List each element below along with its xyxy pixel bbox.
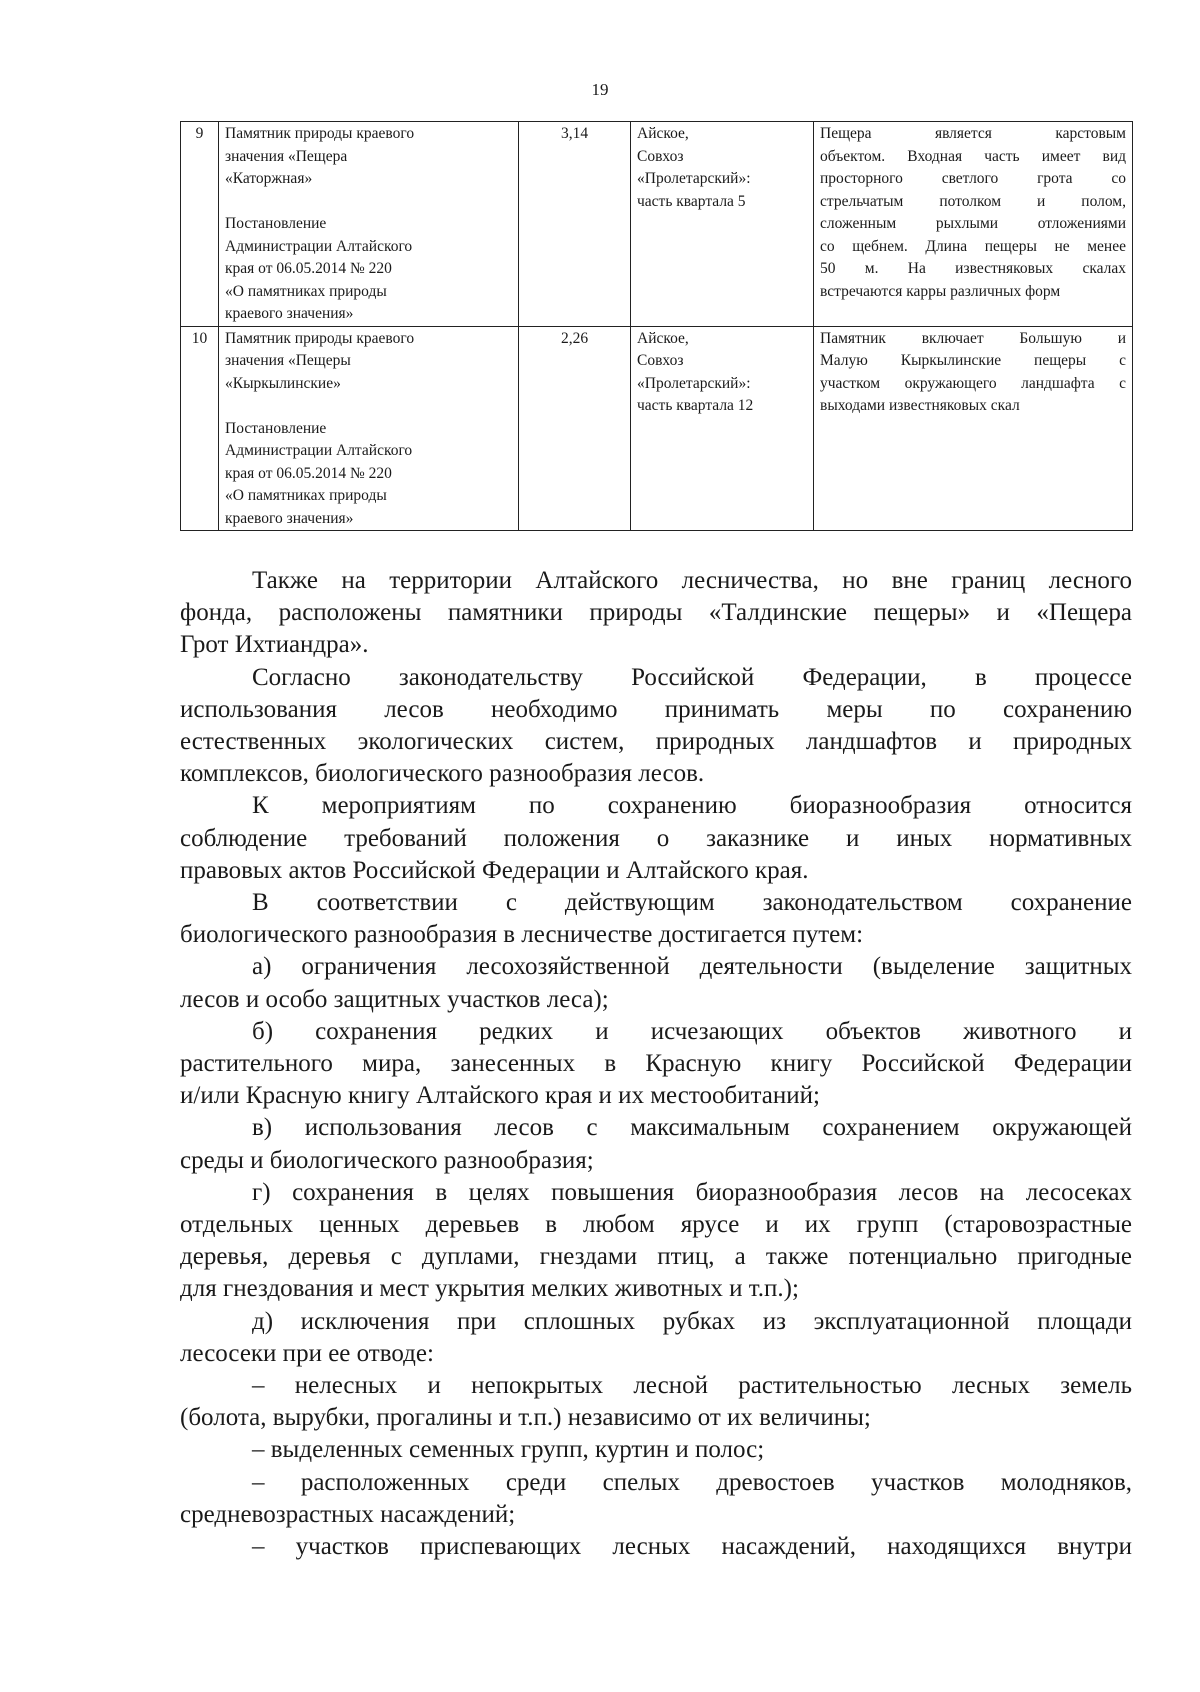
monument-name-line: значения «Пещера: [225, 147, 348, 165]
monument-name-line: значения «Пещеры: [225, 352, 351, 369]
paragraph-line: средневозрастных насаждений;: [180, 1500, 516, 1528]
paragraph: [180, 1370, 1132, 1434]
paragraph-line: – нелесных и непокрытых лесной растительностью лесных земель: [252, 1372, 1132, 1400]
paragraph-line: среды и биологического разнообразия;: [180, 1146, 594, 1174]
paragraph-line: Также на территории Алтайского лесничества, но вне границ лесного: [252, 567, 1132, 594]
paragraph-line: (болота, вырубки, прогалины и т.п.) независимо от их величины;: [180, 1404, 871, 1432]
decree-line: края от 06.05.2014 № 220: [225, 464, 392, 482]
monument-name-cell: [219, 122, 519, 327]
description-cell: [814, 326, 1133, 531]
location-cell: [631, 122, 814, 327]
paragraph: [180, 662, 1132, 791]
monument-name-line: «Кыркылинские»: [225, 374, 341, 392]
description-line: просторного светлого грота со: [820, 170, 1126, 187]
area-cell: 3,14: [519, 122, 631, 327]
paragraph-line: д) исключения при сплошных рубках из эксплуатационной площади: [252, 1307, 1132, 1335]
decree-line: краевого значения»: [225, 305, 354, 322]
spacer: [225, 191, 512, 214]
paragraph-line: – участков приспевающих лесных насаждений, находящихся внутри: [252, 1533, 1132, 1561]
paragraph-line: Согласно законодательству Российской Федерации, в процессе: [252, 663, 1132, 691]
paragraph: [180, 1434, 1132, 1466]
paragraph-line: в) использования лесов с максимальным сохранением окружающей: [252, 1114, 1132, 1142]
description-line: 50 м. На известняковых скалах: [820, 260, 1126, 277]
paragraph-line: растительного мира, занесенных в Красную книгу Российской Федерации: [180, 1050, 1132, 1078]
description-line: выходами известняковых скал: [820, 397, 1020, 414]
decree-line: Постановление: [225, 419, 327, 437]
paragraph-line: естественных экологических систем, природных ландшафтов и природных: [180, 728, 1132, 756]
paragraph-line: правовых актов Российской Федерации и Алтайского края.: [180, 856, 809, 884]
description-line: со щебнем. Длина пещеры не менее: [820, 237, 1126, 255]
decree-line: «О памятниках природы: [225, 487, 387, 504]
location-line: Совхоз: [637, 147, 684, 165]
monument-name-cell: [219, 326, 519, 531]
paragraph-line: комплексов, биологического разнообразия лесов.: [180, 760, 705, 788]
description-line: Малую Кыркылинские пещеры с: [820, 352, 1126, 369]
paragraph-line: К мероприятиям по сохранению биоразнообразия относится: [252, 792, 1132, 820]
decree-line: «О памятниках природы: [225, 282, 387, 300]
monument-name-line: Памятник природы краевого: [225, 329, 415, 347]
row-number: 9: [181, 122, 219, 327]
description-line: объектом. Входная часть имеет вид: [820, 147, 1126, 165]
description-cell: [814, 122, 1133, 327]
location-line: «Пролетарский»:: [637, 374, 751, 392]
description-line: Пещера является карстовым: [820, 125, 1126, 142]
monument-name-line: Памятник природы краевого: [225, 125, 415, 142]
table-row: [181, 122, 1133, 327]
paragraph: [180, 790, 1132, 887]
description-line: участком окружающего ландшафта с: [820, 374, 1126, 392]
paragraph-line: биологического разнообразия в лесничестве достигается путем:: [180, 921, 864, 949]
paragraph-line: соблюдение требований положения о заказнике и иных нормативных: [180, 824, 1132, 852]
description-line: сложенным рыхлыми отложениями: [820, 215, 1126, 232]
decree-line: Администрации Алтайского: [225, 237, 413, 255]
paragraph: [180, 1177, 1132, 1306]
paragraph-line: – выделенных семенных групп, куртин и полос;: [252, 1436, 765, 1464]
location-line: Совхоз: [637, 352, 684, 369]
page-number: 19: [591, 80, 609, 99]
paragraph: [180, 1016, 1132, 1113]
decree-line: Администрации Алтайского: [225, 442, 413, 459]
paragraph: [180, 1531, 1132, 1563]
location-line: Айское,: [637, 125, 689, 142]
monument-name-line: «Каторжная»: [225, 170, 313, 187]
paragraph: [180, 887, 1132, 951]
location-line: часть квартала 5: [637, 192, 746, 210]
decree-line: краевого значения»: [225, 509, 354, 527]
location-line: «Пролетарский»:: [637, 170, 751, 187]
description-line: стрельчатым потолком и полом,: [820, 192, 1126, 210]
paragraph: [180, 565, 1132, 662]
row-number: 10: [181, 326, 219, 531]
paragraph-line: отдельных ценных деревьев в любом ярусе и их групп (старовозрастные: [180, 1211, 1132, 1239]
paragraph-line: лесосеки при ее отводе:: [180, 1339, 434, 1367]
description-line: Памятник включает Большую и: [820, 329, 1126, 347]
paragraph: [180, 1306, 1132, 1370]
area-cell: 2,26: [519, 326, 631, 531]
paragraph: [180, 951, 1132, 1015]
paragraph-line: и/или Красную книгу Алтайского края и их местообитаний;: [180, 1082, 820, 1110]
paragraph-line: фонда, расположены памятники природы «Талдинские пещеры» и «Пещера: [180, 599, 1132, 627]
table-row: [181, 326, 1133, 531]
paragraph-line: деревья, деревья с дуплами, гнездами птиц, а также потенциально пригодные: [180, 1243, 1132, 1271]
decree-line: края от 06.05.2014 № 220: [225, 260, 392, 277]
paragraph-line: б) сохранения редких и исчезающих объектов животного и: [252, 1017, 1132, 1045]
location-line: Айское,: [637, 329, 689, 347]
paragraph-line: – расположенных среди спелых древостоев участков молодняков,: [252, 1468, 1132, 1496]
description-line: встречаются карры различных форм: [820, 282, 1061, 300]
paragraph-line: использования лесов необходимо принимать меры по сохранению: [180, 695, 1132, 723]
paragraph-line: В соответствии с действующим законодательством сохранение: [252, 889, 1132, 917]
paragraph-line: г) сохранения в целях повышения биоразнообразия лесов на лесосеках: [252, 1178, 1132, 1206]
decree-line: Постановление: [225, 215, 327, 232]
paragraph-line: Грот Ихтиандра».: [180, 631, 369, 659]
paragraph: [180, 1112, 1132, 1176]
paragraph-line: лесов и особо защитных участков леса);: [180, 985, 609, 1013]
body-text: [180, 565, 1132, 1563]
location-line: часть квартала 12: [637, 397, 754, 414]
paragraph-line: для гнездования и мест укрытия мелких животных и т.п.);: [180, 1275, 799, 1303]
spacer: [225, 395, 512, 418]
location-cell: [631, 326, 814, 531]
paragraph-line: а) ограничения лесохозяйственной деятельности (выделение защитных: [252, 953, 1132, 981]
natural-monuments-table: [180, 121, 1133, 531]
paragraph: [180, 1467, 1132, 1531]
